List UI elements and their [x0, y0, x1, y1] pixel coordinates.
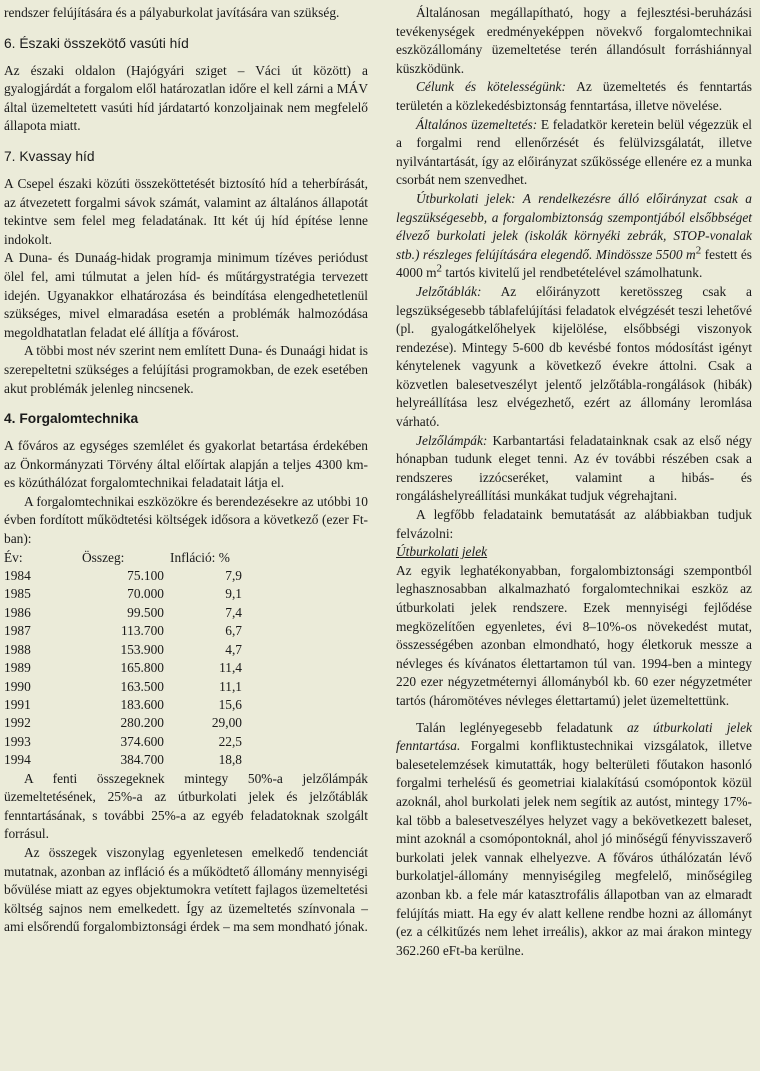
cell-inflation: 9,1: [225, 586, 242, 602]
paragraph-7a: A Csepel északi közúti összeköttetését biztosító híd a teherbírását, az átvezetett forgalmi sávok számát, valamint az általános állapotát tekintve sem felel meg feladatának. Itt két új híd építése lenne indokolt.: [4, 175, 368, 247]
paragraph-6: Az északi oldalon (Hajógyári sziget – Váci út között) a gyalogjárdát a forgalom elől határozatlan időre el kell zárni a MÁV által üzemeltetett vasúti híd járdatartó konzoljainak nem megfelelő állapota miatt.: [4, 62, 368, 134]
table-row: [4, 567, 242, 585]
cell-amount: 384.700: [120, 752, 164, 768]
paragraph-4a: A főváros az egységes szemlélet és gyakorlat betartása érdekében az Önkormányzati Törvény által előírtak alapján a teljes 4300 km-es közúthálózat forgalomtechnikai feladatait látja el.: [4, 438, 368, 491]
label-jelzolampak: Jelzőlámpák:: [416, 432, 488, 448]
label-celunk: Célunk és kötelességünk:: [416, 79, 566, 95]
text-celunk: Az üzemeltetés és fenntartás területén a közlekedésbiztonság fenntartása, illetve növelése.: [396, 79, 752, 113]
text-utburkolati: A rendelkezésre álló előirányzat csak a legszükségesebb, a forgalombiztonság szempontjából elsőbbséget élvező burkolati jelek (iskolák környéki zebrák, STOP-vonalak stb.) részleges felújítására elegendő. Mindössze 5500 m: [396, 190, 752, 262]
table-row: [4, 604, 242, 622]
cell-amount: 280.200: [120, 715, 164, 731]
label-jelzotablak: Jelzőtáblák:: [416, 283, 482, 299]
header-year: Év:: [4, 549, 23, 565]
text-r9-body: Forgalmi konfliktustechnikai vizsgálatok, illetve balesetelemzések kimutatták, hogy belterületi főutakon hasonló forgalmi terhelésű és geometriai kialakítású csomópontok közül azoknál, ahol burkolati jelek nem segítik az autóst, mintegy 17%-kal több a balesetveszélyes helyzet vagy a bekövetkezett baleset, mint azoknál a csomópontoknál, ahol jó minőségű fényvisszaverő burkolati jelek vannak elhelyezve. A főváros úthálózatán lévő burkolatjel-állomány mennyiségileg megfelelő, minőségileg azonban kb. a fele már katasztrofális állapotban van az elmaradt felújítás miatt. Ha egy év alatt kellene rendbe hozni az állományt (ez a célkitűzés nem lehet irreális), akkor az mai árakon mintegy 362.260 eFt-ba kerülne.: [396, 738, 752, 958]
cell-inflation: 11,1: [219, 678, 242, 694]
table-row: [4, 714, 242, 732]
cell-inflation: 7,4: [225, 604, 242, 620]
cell-year: 1990: [4, 678, 31, 694]
cell-amount: 165.800: [120, 660, 164, 676]
table-row: [4, 659, 242, 677]
cell-year: 1987: [4, 623, 31, 639]
chapter-heading-4: 4. Forgalomtechnika: [4, 411, 139, 427]
cost-table: [4, 549, 242, 770]
header-amount: Összeg:: [82, 549, 125, 565]
table-row: [4, 696, 242, 714]
paragraph-r8: Az egyik leghatékonyabban, forgalombiztonsági szempontból leghasznosabban alkalmazható forgalomtechnikai eszköz az útburkolati jelek rendszere. Ezek mennyiségi fejlődése megközelítően egyenletes, évi 8–10%-os növekedést mutat, összességében azonban elmondható, hogy életkoruk messze a névleges és kívánatos élettartamon túl van. 1994-ben a mintegy 220 ezer négyzetméternyi állományból kb. 60 ezer négyzetméter tartós (háromötéves névleges élettartamú) jelet üzemeltettünk.: [396, 562, 752, 708]
paragraph-r9: [396, 719, 752, 961]
paragraph-r4: [396, 190, 752, 283]
right-column: [396, 4, 752, 960]
label-altalanos: Általános üzemeltetés:: [416, 116, 538, 132]
cell-year: 1992: [4, 715, 31, 731]
text-utburkolati-end: tartós kivitelű jel rendbetételével számolhatunk.: [442, 265, 703, 281]
cost-table-header: [4, 549, 242, 567]
cell-amount: 70.000: [127, 586, 164, 602]
text-altalanos: E feladatkör keretein belül végezzük el a forgalmi rend ellenőrzését és felülvizsgálatát, illetve nyilvántartását, így az előirányzat szűkössége ellenére ez a munka csorbát nem szenvedhet.: [396, 116, 752, 188]
cell-year: 1985: [4, 586, 31, 602]
cell-inflation: 29,00: [211, 715, 242, 731]
subheading-utburkolati-jelek: [396, 543, 752, 562]
cell-year: 1991: [4, 696, 31, 712]
cell-year: 1994: [4, 752, 31, 768]
paragraph-7c: A többi most név szerint nem említett Duna- és Dunaági hidat is szerepeltetni szükséges a felújítási programokban, de ezek esetében akut problémák jelenleg nincsenek.: [4, 343, 368, 396]
section-heading-6: 6. Északi összekötő vasúti híd: [4, 35, 189, 51]
section-heading-7: 7. Kvassay híd: [4, 148, 95, 164]
cell-amount: 153.900: [120, 641, 164, 657]
table-row: [4, 585, 242, 603]
cell-year: 1986: [4, 604, 31, 620]
paragraph-continuation: rendszer felújítására és a pályaburkolat javítására van szükség.: [4, 5, 340, 20]
cell-inflation: 6,7: [225, 623, 242, 639]
cell-inflation: 15,6: [218, 696, 242, 712]
cell-amount: 113.700: [120, 623, 164, 639]
superscript-2: 2: [695, 244, 702, 257]
cell-year: 1984: [4, 568, 31, 584]
cell-inflation: 4,7: [225, 641, 242, 657]
cell-year: 1993: [4, 733, 31, 749]
paragraph-4b: A forgalomtechnikai eszközökre és berendezésekre az utóbbi 10 évben fordított működtetési költségek idősora a következő (ezer Ft-ban):: [4, 493, 368, 547]
paragraph-7b: A Duna- és Dunaág-hidak programja minimum tízéves periódust ölel fel, ami túlmutat a jelen híd- és műtárgystratégia tervezett idején. Ugyanakkor elhatározása és beindítása elengedhetetlenül szükséges, mivel elmaradása esetén a problémák halmozódása megoldhatatlan feladat elé állítja a fővárost.: [4, 250, 368, 340]
left-column: [4, 4, 368, 937]
paragraph-r6: [396, 432, 752, 506]
cell-year: 1989: [4, 660, 31, 676]
superscript-2: 2: [436, 262, 443, 275]
table-row: [4, 641, 242, 659]
subheading-text: Útburkolati jelek: [396, 544, 488, 560]
cell-amount: 99.500: [127, 604, 164, 620]
paragraph-r3: [396, 116, 752, 190]
paragraph-r1: Általánosan megállapítható, hogy a fejlesztési-beruházási tevékenységek eredményeképpen növekvő forgalomtechnikai eszközállomány üzemeltetése terén állandósult forráshiánnyal küszködünk.: [396, 5, 752, 76]
paragraph-r5: [396, 283, 752, 432]
paragraph-4c: A fenti összegeknek mintegy 50%-a jelzőlámpák üzemeltetésének, 25%-a az útburkolati jelek és jelzőtáblák fenntartásának, s további 25%-a az egyéb feladatoknak szolgált forrásul.: [4, 770, 368, 842]
cell-amount: 183.600: [120, 696, 164, 712]
table-row: [4, 751, 242, 769]
table-row: [4, 733, 242, 751]
label-utburkolati: Útburkolati jelek:: [416, 190, 516, 206]
cell-year: 1988: [4, 641, 31, 657]
cell-amount: 374.600: [120, 733, 164, 749]
cell-inflation: 11,4: [219, 660, 242, 676]
cell-inflation: 18,8: [218, 752, 242, 768]
cell-inflation: 7,9: [225, 568, 242, 584]
cell-amount: 163.500: [120, 678, 164, 694]
text-jelzotablak: Az előirányzott keretösszeg csak a legszükségesebb táblafelújítási feladatok elvégzését teszi lehetővé (pl. gyalogátkelőhelyek kijelölése, elsőbbségi viszonyok rendezése). Mintegy 5-600 db kevésbé fontos módosítást igényt kénytelenek vagyunk a következő évekre áttolni. Csak a közvetlen balesetveszélyt jelentő jelzőtábla-rongálások (hibák) helyreállítása lesz elvégezhető, ezért az állomány leromlása várható.: [396, 283, 752, 430]
table-row: [4, 622, 242, 640]
text-r9-italic: az útburkolati jelek fenntartása.: [396, 719, 752, 754]
paragraph-r2: [396, 78, 752, 115]
cell-amount: 75.100: [127, 568, 164, 584]
table-row: [4, 678, 242, 696]
paragraph-4d: Az összegek viszonylag egyenletesen emelkedő tendenciát mutatnak, azonban az infláció és a működtető állomány mennyiségi bővülése miatt az egyes objektumokra vetített fajlagos üzemeltetési költség sajnos nem emelkedett. Így az üzemeltetés színvonala – ami elsőrendű forgalombiztonsági érdek – ma sem mondható jónak.: [4, 844, 368, 935]
text-utburkolati-mid: festett és 4000 m: [396, 246, 752, 281]
header-inflation: Infláció: %: [170, 549, 230, 565]
paragraph-r7: A legfőbb feladataink bemutatását az alábbiakban tudjuk felvázolni:: [396, 507, 752, 541]
cell-inflation: 22,5: [218, 733, 242, 749]
text-r9-start: Talán leglényegesebb feladatunk: [416, 719, 628, 735]
text-jelzolampak: Karbantartási feladatainknak csak az első négy hónapban tudunk eleget tenni. Az év további részében csak a rendszeres izzócseréket, valamint a hibás- és rongáláshelyreállítási munkákat tudjuk végrehajtani.: [396, 432, 752, 504]
